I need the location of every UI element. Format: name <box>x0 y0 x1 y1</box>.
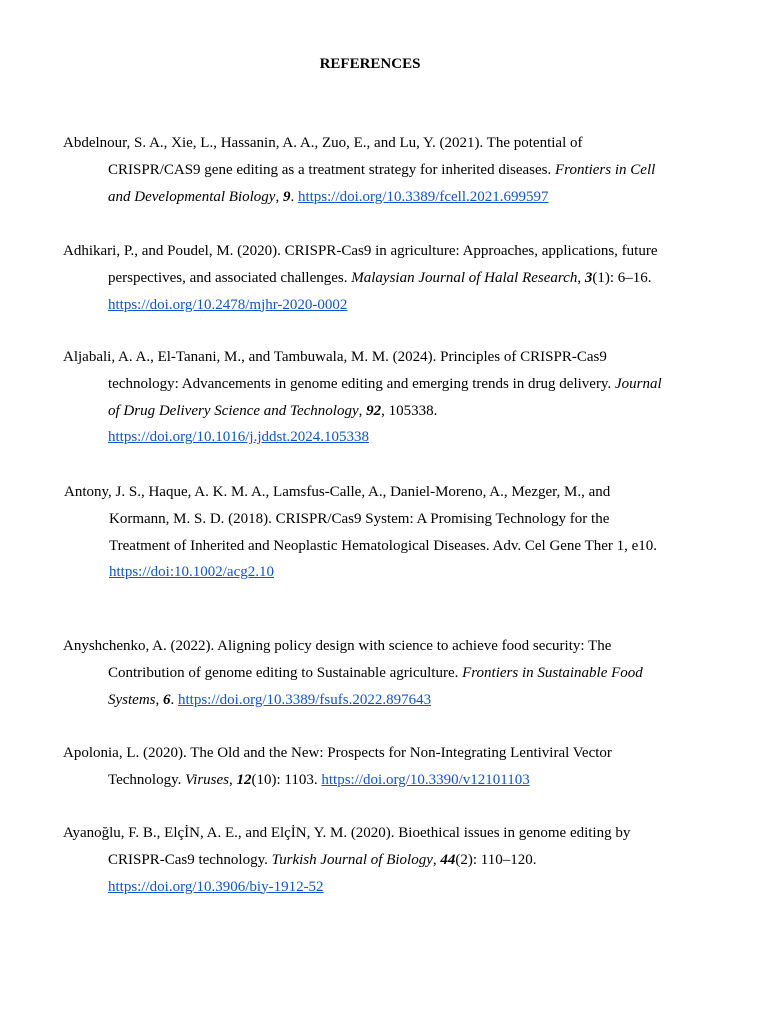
reference-entry-ayanoglu <box>63 820 669 900</box>
issue-pages: (2): 110–120. <box>455 851 537 868</box>
reference-entry-anyshchenko <box>63 633 669 713</box>
references-heading: REFERENCES <box>319 56 421 72</box>
doi-link[interactable]: https://doi.org/10.3389/fsufs.2022.897643 <box>178 691 432 708</box>
doi-link[interactable]: https://doi.org/10.1016/j.jddst.2024.105338 <box>108 429 369 446</box>
reference-text: Adhikari, P., and Poudel, M. (2020). CRISPR-Cas9 in agriculture: Approaches, applications, future perspectives, and associated challenges. <box>63 243 658 286</box>
doi-link[interactable]: https://doi.org/10.3390/v12101103 <box>321 771 530 788</box>
separator: , <box>577 269 585 286</box>
reference-text: Aljabali, A. A., El-Tanani, M., and Tambuwala, M. M. (2024). Principles of CRISPR-Cas9 technology: Advancements in genome editing and emerging trends in drug delivery. <box>63 349 615 392</box>
doi-link[interactable]: https://doi.org/10.3906/biy-1912-52 <box>108 878 324 895</box>
reference-entry-adhikari <box>63 238 669 318</box>
doi-link[interactable]: https://doi:10.1002/acg2.10 <box>109 564 274 581</box>
volume-number: 12 <box>236 771 252 788</box>
separator: , <box>432 851 441 868</box>
issue-pages: , 105338. <box>381 402 438 419</box>
issue-pages: (1): 6–16. <box>592 269 652 286</box>
volume-number: 6 <box>163 691 171 708</box>
journal-title: Frontiers in Sustainable Food Systems <box>108 664 643 708</box>
separator: , <box>229 771 237 788</box>
journal-title: Malaysian Journal of Halal Research <box>351 269 578 286</box>
issue-pages: (10): 1103. <box>251 771 322 788</box>
reference-entry-aljabali <box>63 344 669 451</box>
reference-text: Antony, J. S., Haque, A. K. M. A., Lamsfus-Calle, A., Daniel-Moreno, A., Mezger, M., and Kormann, M. S. D. (2018). CRISPR/Cas9 System: A Promising Technology for the Treatment of Inherited and Neoplastic Hematological Diseases. Adv. Cel Gene Ther 1, e10. <box>64 484 658 554</box>
volume-number: 3 <box>584 269 593 286</box>
reference-text: Anyshchenko, A. (2022). Aligning policy design with science to achieve food security: The Contribution of genome editing to Sustainable agriculture. <box>63 638 612 681</box>
doi-link[interactable]: https://doi.org/10.2478/mjhr-2020-0002 <box>108 296 348 313</box>
issue-pages: . <box>290 188 298 205</box>
journal-title: Frontiers in Cell and Developmental Biology <box>108 161 656 205</box>
reference-text: Abdelnour, S. A., Xie, L., Hassanin, A. A., Zuo, E., and Lu, Y. (2021). The potential of CRISPR/CAS9 gene editing as a treatment strategy for inherited diseases. <box>63 135 583 178</box>
separator: , <box>358 402 367 419</box>
doi-link[interactable]: https://doi.org/10.3389/fcell.2021.699597 <box>297 188 549 205</box>
separator: , <box>155 691 163 708</box>
journal-title: Turkish Journal of Biology <box>271 851 433 868</box>
reference-entry-apolonia <box>63 740 669 794</box>
volume-number: 92 <box>366 402 382 419</box>
separator: , <box>275 188 283 205</box>
reference-text: Apolonia, L. (2020). The Old and the New: Prospects for Non-Integrating Lentiviral Vector Technology. <box>63 745 612 788</box>
reference-entry-abdelnour <box>63 130 669 210</box>
volume-number: 9 <box>282 188 291 205</box>
reference-text: Ayanoğlu, F. B., ElçİN, A. E., and ElçİN, Y. M. (2020). Bioethical issues in genome editing by CRISPR-Cas9 technology. <box>63 825 631 868</box>
volume-number: 44 <box>440 851 456 868</box>
journal-title: Journal of Drug Delivery Science and Technology <box>108 375 662 419</box>
journal-title: Viruses <box>185 771 230 788</box>
reference-entry-antony <box>64 479 670 586</box>
issue-pages: . <box>170 691 178 708</box>
